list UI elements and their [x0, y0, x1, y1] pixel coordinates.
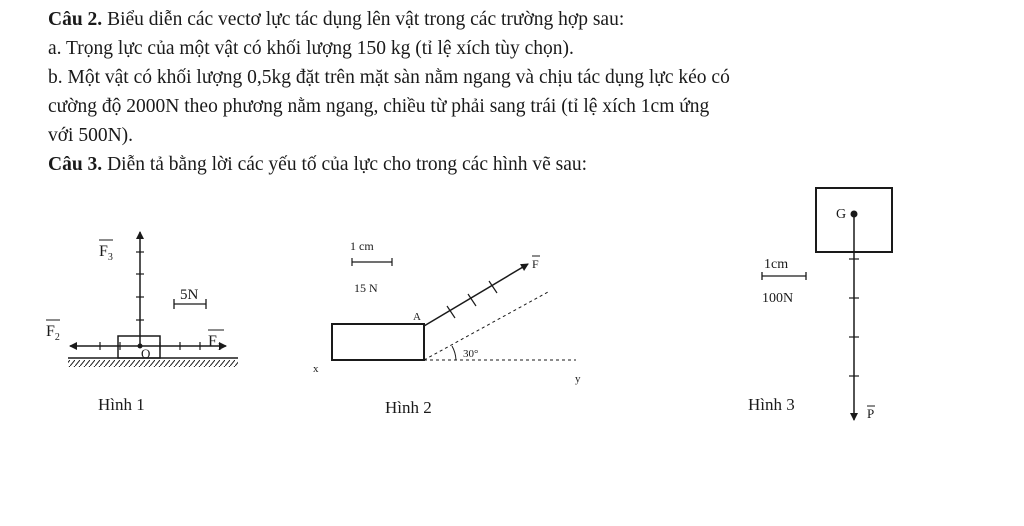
question-2-part-b-line-3: với 500N).	[48, 125, 134, 146]
question-2-text: Biểu diễn các vectơ lực tác dụng lên vật trong các trường hợp sau:	[107, 9, 625, 30]
f1-label: $F_1$	[208, 333, 222, 353]
question-2-part-b-line-2: cường độ 2000N theo phương nằm ngang, chiều từ phải sang trái (tỉ lệ xích 1cm ứng	[48, 96, 710, 117]
scale-length-2: 1 cm	[350, 239, 374, 253]
question-2-label: Câu 2.	[48, 9, 103, 30]
block-body-2	[332, 324, 424, 360]
point-o-label: O	[141, 346, 151, 361]
figure-2	[313, 239, 581, 417]
scale-length-3: 1cm	[764, 257, 789, 272]
figure-3	[748, 188, 892, 421]
figure-3-caption: Hình 3	[748, 395, 795, 414]
force-f-arrow	[424, 264, 528, 326]
point-g-label: G	[836, 207, 847, 222]
point-a-label: A	[413, 311, 421, 323]
scale-value-2: 15 N	[354, 281, 378, 295]
scale-label-1: 5N	[180, 287, 199, 303]
slope-dashed-line	[424, 292, 548, 360]
y-label: y	[575, 373, 581, 385]
ground-hatching	[68, 360, 238, 367]
scale-value-3: 100N	[762, 291, 794, 306]
figure-1-caption: Hình 1	[98, 395, 145, 414]
force-f-label: F	[532, 257, 539, 271]
question-2-part-b-line-1: b. Một vật có khối lượng 0,5kg đặt trên mặt sàn nằm ngang và chịu tác dụng lực kéo có	[48, 67, 730, 88]
figure-2-caption: Hình 2	[385, 398, 432, 417]
angle-label: 30°	[463, 348, 479, 360]
x-label: x	[313, 363, 319, 375]
angle-arc	[452, 346, 456, 360]
figure-1	[46, 232, 238, 414]
question-3-label: Câu 3.	[48, 154, 103, 175]
question-2-part-a: a. Trọng lực của một vật có khối lượng 150 kg (tỉ lệ xích tùy chọn).	[48, 38, 574, 59]
f3-label: $F_3$	[99, 243, 113, 263]
question-3-text: Diễn tả bằng lời các yếu tố của lực cho trong các hình vẽ sau:	[107, 154, 588, 175]
f2-label: $F_2$	[46, 323, 60, 343]
force-p-label: P	[867, 406, 875, 421]
